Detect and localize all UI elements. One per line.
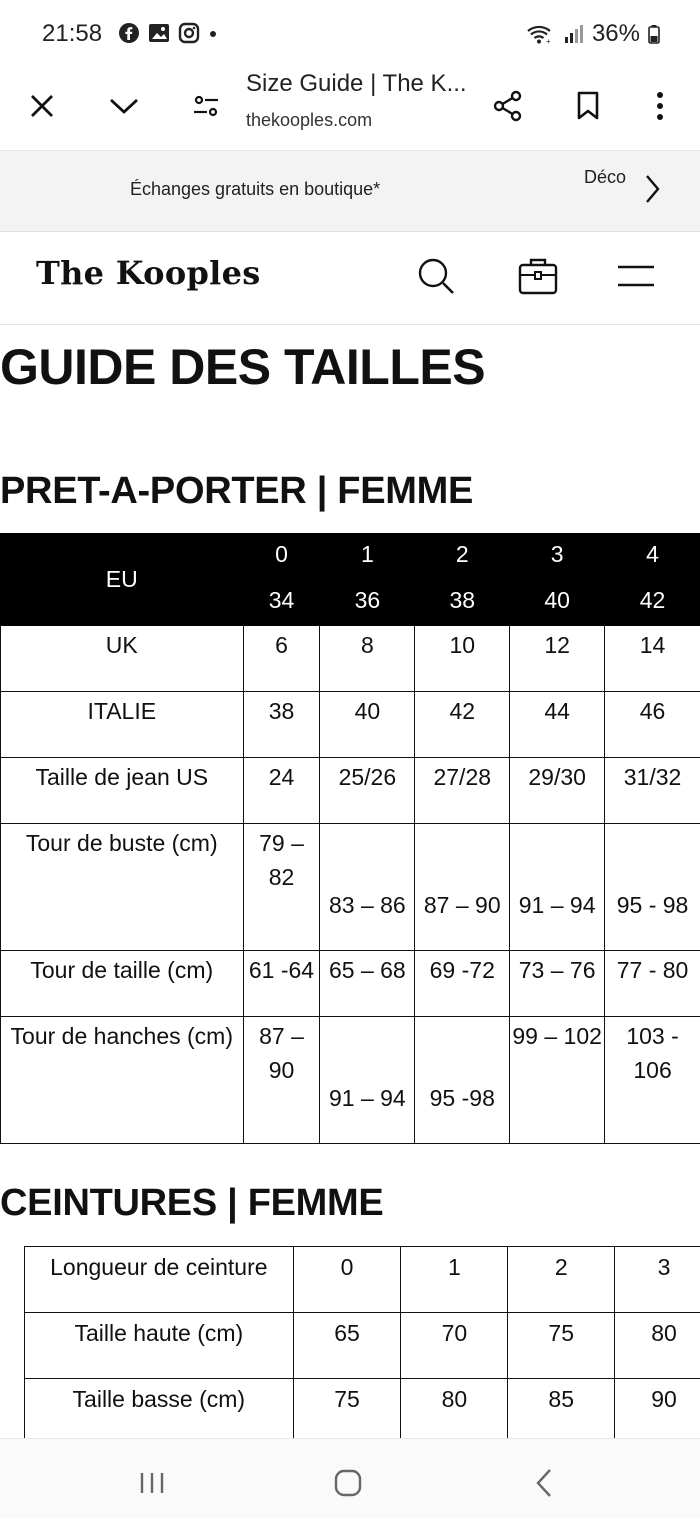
minimize-tab-button[interactable] — [104, 86, 144, 126]
dot-icon — [208, 22, 218, 44]
chevron-right-icon — [642, 173, 662, 205]
eu-size-top: 3 — [510, 534, 605, 575]
table-cell: 31/32 — [605, 758, 700, 824]
table-row — [1, 824, 700, 951]
site-settings-icon — [192, 92, 220, 120]
table-cell: 6 — [243, 626, 320, 692]
status-time: 21:58 — [42, 20, 102, 48]
table-cell: 12 — [510, 626, 605, 692]
status-bar — [0, 0, 700, 64]
table-cell: 0 — [293, 1247, 401, 1313]
table-row — [1, 758, 700, 824]
menu-button[interactable] — [614, 254, 658, 298]
table-cell: 14 — [605, 626, 700, 692]
recent-apps-icon — [138, 1471, 166, 1495]
table-cell: 95 -98 — [415, 1017, 510, 1144]
table-cell: 61 -64 — [243, 951, 320, 1017]
promo-message: Échanges gratuits en boutique* — [130, 179, 380, 200]
promo-banner — [0, 150, 700, 232]
table-row — [25, 1247, 700, 1313]
table-cell: 1 — [401, 1247, 508, 1313]
table-cell: 90 — [615, 1379, 700, 1445]
table-cell: 10 — [415, 626, 510, 692]
table-cell: 69 -72 — [415, 951, 510, 1017]
table-cell: 70 — [401, 1313, 508, 1379]
site-settings-button[interactable] — [186, 86, 226, 126]
table-cell: 2 — [508, 1247, 615, 1313]
table-row — [25, 1379, 700, 1445]
belts-size-table — [24, 1246, 700, 1445]
row-label: Tour de hanches (cm) — [1, 1017, 244, 1144]
row-label: Tour de taille (cm) — [1, 951, 244, 1017]
row-label: Taille de jean US — [1, 758, 244, 824]
brand-logo[interactable]: The Kooples — [36, 254, 261, 292]
table-cell: 25/26 — [320, 758, 415, 824]
table-cell: 75 — [508, 1313, 615, 1379]
table-cell: 79 – 82 — [243, 824, 320, 951]
table-cell: 73 – 76 — [510, 951, 605, 1017]
table-cell: 87 – 90 — [415, 824, 510, 951]
table-cell: 85 — [508, 1379, 615, 1445]
instagram-icon — [178, 22, 200, 44]
back-icon — [534, 1468, 554, 1498]
table-cell: 80 — [615, 1313, 700, 1379]
table-cell: 42 — [415, 692, 510, 758]
chevron-down-icon — [109, 96, 139, 116]
eu-size-bottom: 42 — [605, 575, 700, 626]
browser-toolbar — [0, 64, 700, 150]
back-button[interactable] — [524, 1463, 564, 1503]
eu-size-top: 1 — [320, 534, 415, 575]
ready-to-wear-heading: PRET-A-PORTER | FEMME — [0, 470, 473, 513]
bag-button[interactable] — [516, 254, 560, 298]
promo-next-button[interactable] — [642, 173, 662, 210]
table-cell: 75 — [293, 1379, 401, 1445]
table-cell: 103 - 106 — [605, 1017, 700, 1144]
table-cell: 91 – 94 — [510, 824, 605, 951]
table-cell: 65 — [293, 1313, 401, 1379]
table-row — [25, 1313, 700, 1379]
table-cell: 87 – 90 — [243, 1017, 320, 1144]
table-cell: 65 – 68 — [320, 951, 415, 1017]
table-cell: 77 - 80 — [605, 951, 700, 1017]
eu-size-bottom: 40 — [510, 575, 605, 626]
table-row — [1, 1017, 700, 1144]
share-icon — [492, 90, 524, 122]
eu-size-bottom: 36 — [320, 575, 415, 626]
table-cell: 95 - 98 — [605, 824, 700, 951]
system-nav-bar — [0, 1438, 700, 1519]
more-icon — [655, 91, 665, 121]
close-icon — [29, 93, 55, 119]
row-label: Taille haute (cm) — [25, 1313, 294, 1379]
row-label: Taille basse (cm) — [25, 1379, 294, 1445]
wifi-icon — [526, 23, 554, 45]
table-row — [1, 951, 700, 1017]
close-tab-button[interactable] — [22, 86, 62, 126]
belts-heading: CEINTURES | FEMME — [0, 1182, 383, 1225]
table-cell: 80 — [401, 1379, 508, 1445]
menu-icon — [616, 261, 656, 291]
battery-percent: 36% — [592, 20, 640, 48]
more-options-button[interactable] — [640, 86, 680, 126]
table-cell: 38 — [243, 692, 320, 758]
eu-size-top: 4 — [605, 534, 700, 575]
eu-size-bottom: 38 — [415, 575, 510, 626]
row-label: Longueur de ceinture — [25, 1247, 294, 1313]
row-label: Tour de buste (cm) — [1, 824, 244, 951]
facebook-icon — [118, 22, 140, 44]
svg-text:+: + — [546, 37, 551, 45]
table-cell: 99 – 102 — [510, 1017, 605, 1144]
bookmark-icon — [576, 91, 600, 121]
page-title: GUIDE DES TAILLES — [0, 338, 485, 396]
table-cell: 27/28 — [415, 758, 510, 824]
table-cell: 40 — [320, 692, 415, 758]
site-header — [0, 232, 700, 325]
eu-label: EU — [1, 534, 244, 626]
table-cell: 8 — [320, 626, 415, 692]
row-label: ITALIE — [1, 692, 244, 758]
table-cell: 3 — [615, 1247, 700, 1313]
share-button[interactable] — [488, 86, 528, 126]
table-cell: 46 — [605, 692, 700, 758]
table-cell: 83 – 86 — [320, 824, 415, 951]
bag-icon — [517, 255, 559, 297]
table-cell: 91 – 94 — [320, 1017, 415, 1144]
search-button[interactable] — [414, 254, 458, 298]
eu-size-top: 2 — [415, 534, 510, 575]
home-icon — [333, 1468, 363, 1498]
table-row — [1, 692, 700, 758]
home-button[interactable] — [328, 1463, 368, 1503]
table-cell: 24 — [243, 758, 320, 824]
promo-deco-label[interactable]: Déco — [584, 167, 626, 188]
signal-icon — [562, 23, 584, 45]
row-label: UK — [1, 626, 244, 692]
ready-to-wear-size-table — [0, 533, 700, 1144]
table-cell: 44 — [510, 692, 605, 758]
tab-title[interactable]: Size Guide | The K... — [246, 70, 467, 98]
tab-url[interactable]: thekooples.com — [246, 110, 372, 131]
table-row — [1, 626, 700, 692]
recent-apps-button[interactable] — [132, 1463, 172, 1503]
eu-size-top: 0 — [243, 534, 320, 575]
search-icon — [416, 256, 456, 296]
bookmark-button[interactable] — [568, 86, 608, 126]
table-cell: 29/30 — [510, 758, 605, 824]
battery-icon — [648, 23, 660, 45]
eu-size-bottom: 34 — [243, 575, 320, 626]
gallery-icon — [148, 22, 170, 44]
